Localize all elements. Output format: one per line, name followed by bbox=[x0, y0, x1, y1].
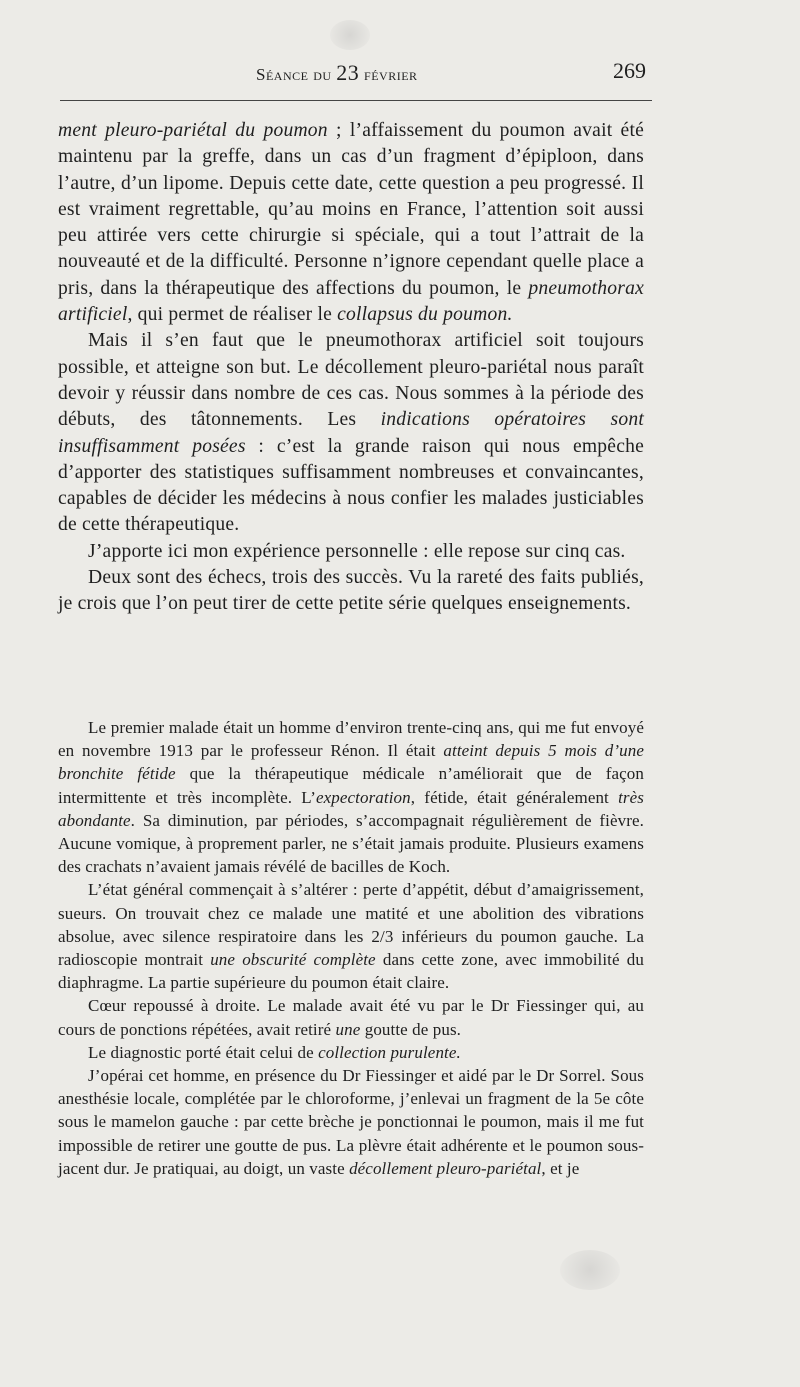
text-run: , et je bbox=[541, 1158, 580, 1178]
italic-text: très abondante bbox=[58, 787, 644, 830]
paragraph bbox=[58, 878, 644, 994]
running-title: Séance du 23 février bbox=[256, 60, 418, 85]
text-run: Mais il s’en faut que le pneumothorax artificiel soit toujours possible, et atteigne son but. Le décollement pleuro-pariétal nous paraît devoir y réussir dans nombre de ces cas. Nous sommes à la période des débuts, des tâtonnements. Les bbox=[58, 330, 644, 431]
italic-text: une obscurité complète bbox=[210, 950, 376, 970]
italic-text: décollement pleuro-pariétal bbox=[349, 1158, 542, 1178]
italic-text: collection purulente. bbox=[318, 1042, 461, 1062]
text-run: : c’est la grande raison qui nous empêche d’apporter des statistiques suffisamment nombreuses et convaincantes, capables de décider les médecins à nous confier les malades justiciables de cette thérapeutique. bbox=[58, 435, 644, 536]
italic-text: pneumothorax artificiel bbox=[58, 277, 644, 326]
paragraph bbox=[58, 328, 644, 538]
text-run: Cœur repoussé à droite. Le malade avait été vu par le Dr Fiessinger qui, au cours de ponctions répétées, avait retiré bbox=[58, 996, 644, 1039]
text-run: , fétide, était généralement bbox=[410, 787, 619, 807]
paragraph bbox=[58, 716, 644, 878]
italic-text: indications opératoires sont insuffisamment posées bbox=[58, 409, 644, 457]
text-run: L’état général commençait à s’altérer : perte d’appétit, début d’amaigrissement, sueurs. On trouvait chez ce malade une matité et une abolition des vibrations absolue, avec silence respiratoire dans les 2/3 inférieurs du poumon gauche. La radioscopie montrait bbox=[58, 880, 644, 970]
main-text bbox=[58, 118, 644, 618]
page-number: 269 bbox=[613, 58, 646, 83]
paragraph bbox=[58, 1064, 644, 1180]
italic-text: atteint depuis 5 mois d’une bronchite fétide bbox=[58, 741, 644, 784]
header-rule bbox=[60, 100, 652, 101]
text-run: ; l’affaissement du poumon avait été maintenu par la greffe, dans un cas d’un fragment d’épiploon, dans l’autre, d’un lipome. Depuis cette date, cette question a peu progressé. Il est vraiment regrettable, qu’au moins en France, l’attention soit aussi peu attirée vers cette chirurgie si spéciale, qui a tout l’attrait de la nouveauté et de la difficulté. Personne n’ignore cependant quelle place a pris, dans la thérapeutique des affections du poumon, le bbox=[58, 120, 644, 299]
case-report bbox=[58, 716, 644, 1180]
paragraph bbox=[58, 994, 644, 1040]
text-run: J’apporte ici mon expérience personnelle : elle repose sur cinq cas. bbox=[88, 540, 626, 562]
italic-text: ment pleuro-pariétal du poumon bbox=[58, 120, 328, 141]
paper-stain bbox=[330, 20, 370, 50]
page-header bbox=[0, 60, 800, 90]
italic-text: une bbox=[335, 1019, 361, 1039]
text-run: J’opérai cet homme, en présence du Dr Fiessinger et aidé par le Dr Sorrel. Sous anesthésie locale, complétée par le chloroforme, j’enlevai un fragment de la 5e côte sous le mamelon gauche : par cette brèche je ponctionnai le poumon, mais il me fut impossible de retirer une goutte de pus. La plèvre était adhérente et le poumon sous-jacent dur. Je pratiquai, au doigt, un vaste bbox=[58, 1066, 644, 1178]
paper-stain bbox=[560, 1250, 620, 1290]
paragraph bbox=[58, 539, 644, 565]
text-run: Le diagnostic porté était celui de bbox=[88, 1042, 319, 1062]
text-run: goutte de pus. bbox=[360, 1019, 462, 1039]
italic-text: expectoration bbox=[315, 787, 411, 807]
text-run: , qui permet de réaliser le bbox=[127, 304, 338, 326]
paragraph bbox=[58, 118, 644, 328]
text-run: Le premier malade était un homme d’environ trente-cinq ans, qui me fut envoyé en novembre 1913 par le professeur Rénon. Il était bbox=[58, 718, 644, 761]
paragraph bbox=[58, 565, 644, 618]
italic-text: collapsus du poumon. bbox=[337, 304, 513, 326]
text-run: . Sa diminution, par périodes, s’accompagnait régulièrement de fièvre. Aucune vomique, à proprement parler, ne s’était jamais produite. Plusieurs examens des crachats n’avaient jamais révélé de bacilles de Koch. bbox=[58, 810, 644, 877]
text-run: dans cette zone, avec immobilité du diaphragme. La partie supérieure du poumon était claire. bbox=[58, 950, 644, 993]
paragraph bbox=[58, 1041, 644, 1064]
text-run: que la thérapeutique médicale n’améliorait que de façon intermittente et très incomplète. L’ bbox=[58, 764, 644, 807]
text-run: Deux sont des échecs, trois des succès. Vu la rareté des faits publiés, je crois que l’on peut tirer de cette petite série quelques enseignements. bbox=[58, 567, 644, 615]
